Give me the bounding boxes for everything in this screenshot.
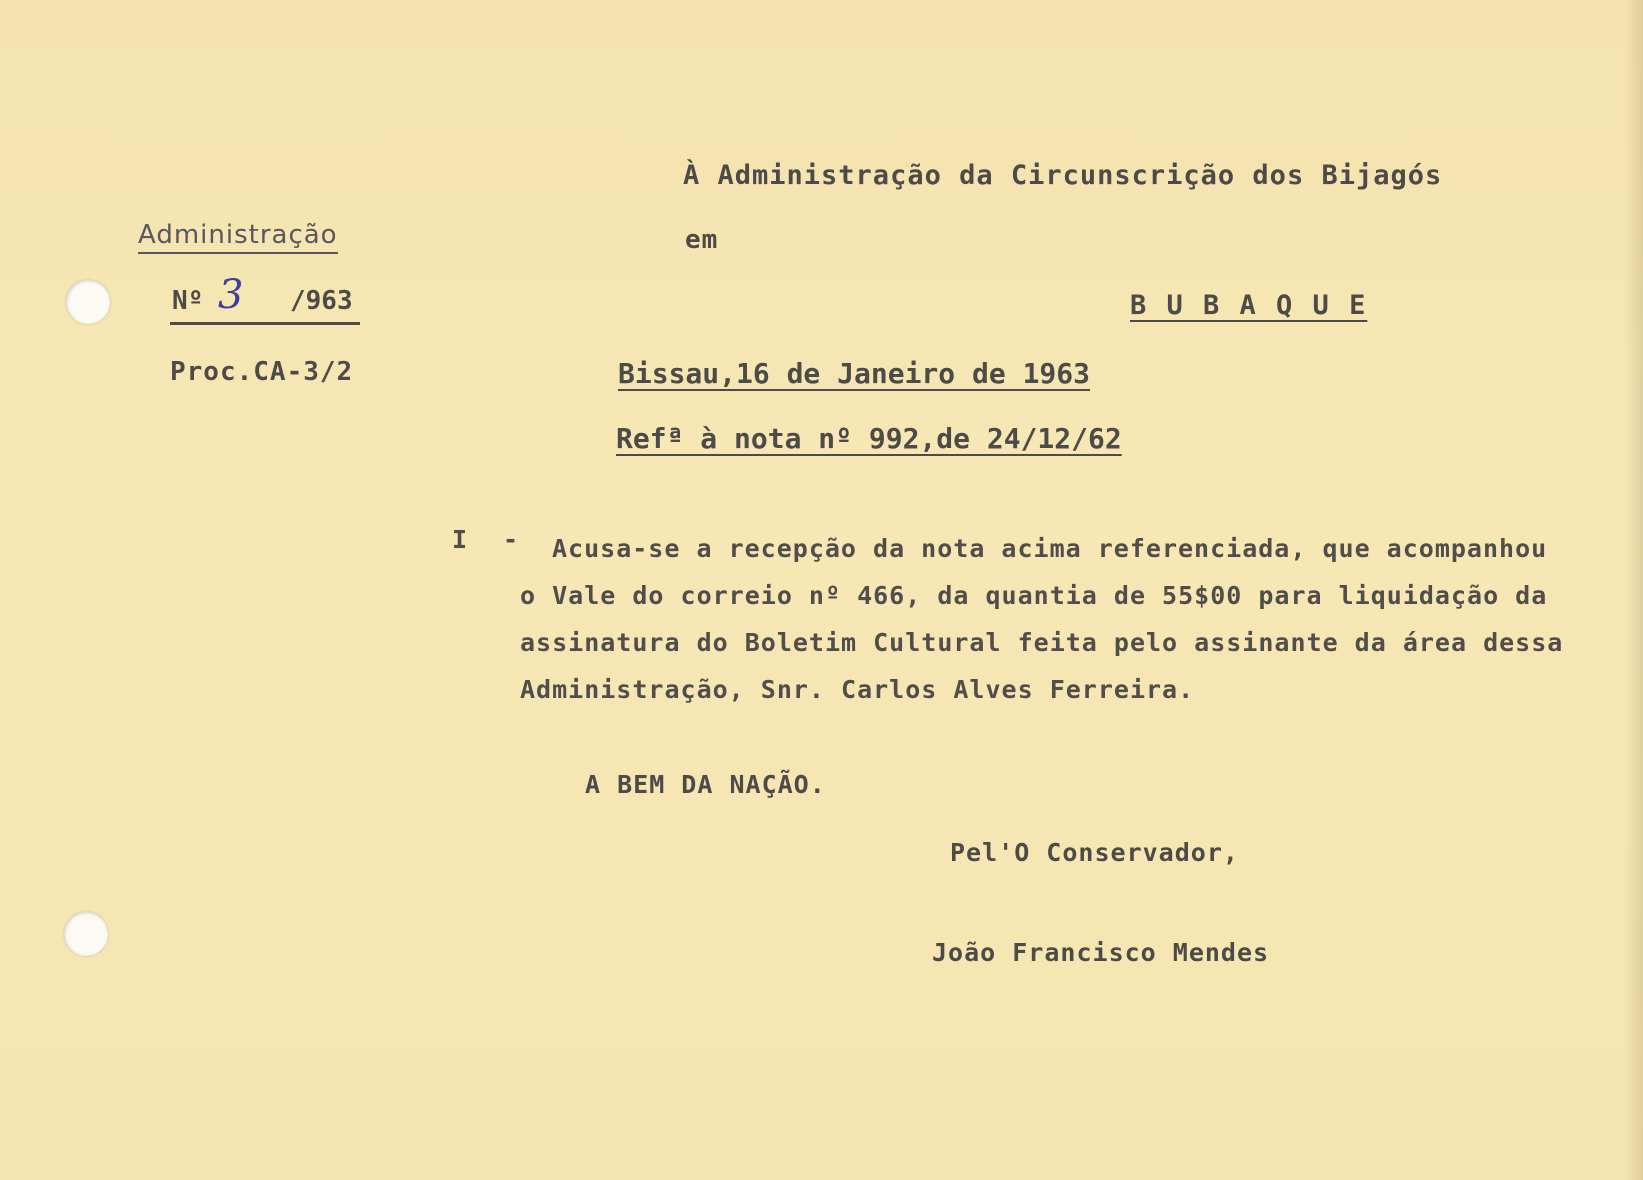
page-edge-shadow xyxy=(1625,0,1643,1180)
punch-hole-bottom xyxy=(64,912,108,956)
addressee-place: B U B A Q U E xyxy=(1130,290,1368,321)
number-label: Nº xyxy=(172,286,204,316)
administracao-stamp: Administração xyxy=(138,220,338,254)
body-paragraph xyxy=(520,525,1600,713)
body-line-1: Acusa-se a recepção da nota acima referenciada, que acompanhou xyxy=(552,534,1548,563)
closing-salutation: A BEM DA NAÇÃO. xyxy=(585,770,826,799)
handwritten-number: 3 xyxy=(218,272,244,318)
number-year: /963 xyxy=(290,286,353,316)
addressee-em: em xyxy=(685,225,719,255)
punch-hole-top xyxy=(66,280,110,324)
body-line-4: Administração, Snr. Carlos Alves Ferreira. xyxy=(520,675,1195,704)
body-line-2: o Vale do correio nº 466, da quantia de 55$00 para liquidação da xyxy=(520,581,1548,610)
dateline: Bissau,16 de Janeiro de 1963 xyxy=(618,357,1091,390)
reference-line: Refª à nota nº 992,de 24/12/62 xyxy=(616,422,1122,455)
paragraph-number: I xyxy=(452,525,468,554)
signature-name: João Francisco Mendes xyxy=(932,938,1270,967)
signature-title: Pel'O Conservador, xyxy=(950,838,1239,867)
body-line-3: assinatura do Boletim Cultural feita pelo assinante da área dessa xyxy=(520,628,1564,657)
process-reference: Proc.CA-3/2 xyxy=(170,357,354,387)
addressee-line: À Administração da Circunscrição dos Bijagós xyxy=(683,160,1443,191)
document-number xyxy=(170,272,360,325)
paragraph-dash: - xyxy=(503,525,519,554)
